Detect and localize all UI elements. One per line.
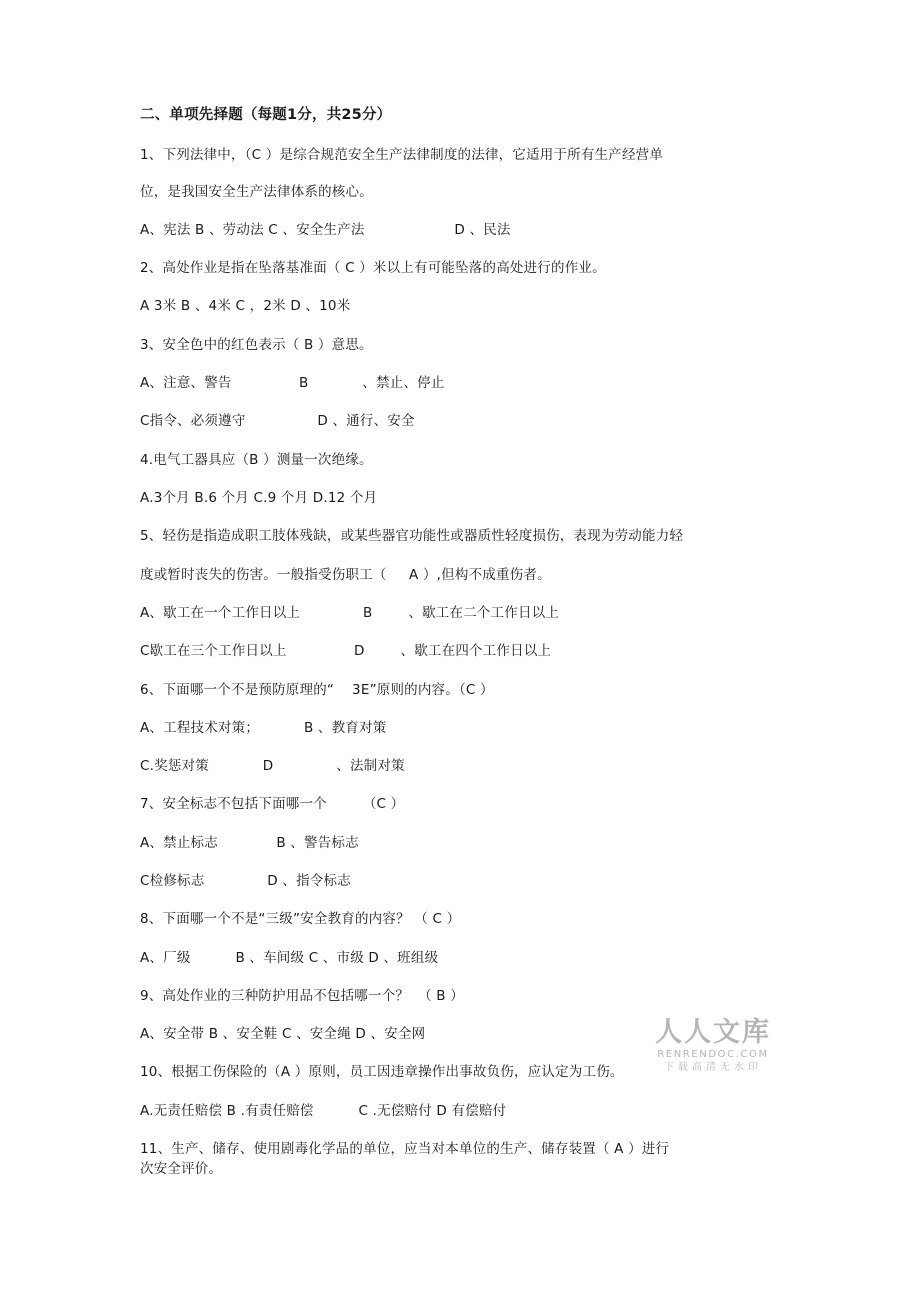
question-7-options-ab: A、禁止标志 B 、警告标志 bbox=[140, 835, 359, 851]
question-3-options-ab: A、注意、警告 B 、禁止、停止 bbox=[140, 375, 445, 391]
question-10-text: 10、根据工伤保险的（A ）原则，员工因违章操作出事故负伤，应认定为工伤。 bbox=[140, 1064, 624, 1080]
watermark-tagline: 下载高清无水印 bbox=[664, 1062, 762, 1073]
question-7-text: 7、安全标志不包括下面哪一个 （C ） bbox=[140, 796, 405, 812]
question-9-options: A、安全带 B 、安全鞋 C 、安全绳 D 、安全网 bbox=[140, 1026, 426, 1042]
question-11-text: 11、生产、储存、使用剧毒化学品的单位，应当对本单位的生产、储存装置（ A ）进行 bbox=[140, 1141, 670, 1157]
question-2-options: A 3米 B 、4米 C ，2米 D 、10米 bbox=[140, 298, 351, 314]
watermark-domain: RENRENDOC.COM bbox=[657, 1049, 769, 1060]
question-2-text: 2、高处作业是指在坠落基准面（ C ）米以上有可能坠落的高处进行的作业。 bbox=[140, 260, 606, 276]
question-3-text: 3、安全色中的红色表示（ B ）意思。 bbox=[140, 337, 373, 353]
question-6-options-cd: C.奖惩对策 D 、法制对策 bbox=[140, 758, 405, 774]
question-7-options-cd: C检修标志 D 、指令标志 bbox=[140, 873, 351, 889]
question-6-text: 6、下面哪一个不是预防原理的“ 3E”原则的内容。（C ） bbox=[140, 682, 494, 698]
question-10-options: A.无责任赔偿 B .有责任赔偿 C .无偿赔付 D 有偿赔付 bbox=[140, 1103, 507, 1119]
section-title: 二、单项先择题（每题1分，共25分） bbox=[140, 107, 392, 123]
watermark-logo bbox=[648, 1018, 778, 1075]
watermark-title: 人人文库 bbox=[655, 1017, 771, 1048]
question-4-text: 4.电气工器具应（B ）测量一次绝缘。 bbox=[140, 452, 373, 468]
question-1-options: A、宪法 B 、劳动法 C 、安全生产法 D 、民法 bbox=[140, 222, 511, 238]
question-4-options: A.3个月 B.6 个月 C.9 个月 D.12 个月 bbox=[140, 490, 378, 506]
question-5-text: 5、轻伤是指造成职工肢体残缺，或某些器官功能性或器质性轻度损伤，表现为劳动能力轻 bbox=[140, 528, 684, 544]
question-6-options-ab: A、工程技术对策； B 、教育对策 bbox=[140, 720, 387, 736]
question-5-text-cont: 度或暂时丧失的伤害。一般指受伤职工（ A ）,但构不成重伤者。 bbox=[140, 567, 551, 583]
question-8-text: 8、下面哪一个不是“三级”安全教育的内容？ （ C ） bbox=[140, 911, 461, 927]
question-11-text-cont: 次安全评价。 bbox=[140, 1161, 223, 1177]
question-9-text: 9、高处作业的三种防护用品不包括哪一个？ （ B ） bbox=[140, 988, 464, 1004]
question-8-options: A、厂级 B 、车间级 C 、市级 D 、班组级 bbox=[140, 950, 439, 966]
question-1-text: 1、下列法律中，（C ）是综合规范安全生产法律制度的法律，它适用于所有生产经营单 bbox=[140, 147, 664, 163]
question-1-text-cont: 位，是我国安全生产法律体系的核心。 bbox=[140, 184, 373, 200]
question-5-options-cd: C歇工在三个工作日以上 D 、歇工在四个工作日以上 bbox=[140, 643, 552, 659]
question-5-options-ab: A、歇工在一个工作日以上 B 、歇工在二个工作日以上 bbox=[140, 605, 560, 621]
question-3-options-cd: C指令、必须遵守 D 、通行、安全 bbox=[140, 413, 415, 429]
